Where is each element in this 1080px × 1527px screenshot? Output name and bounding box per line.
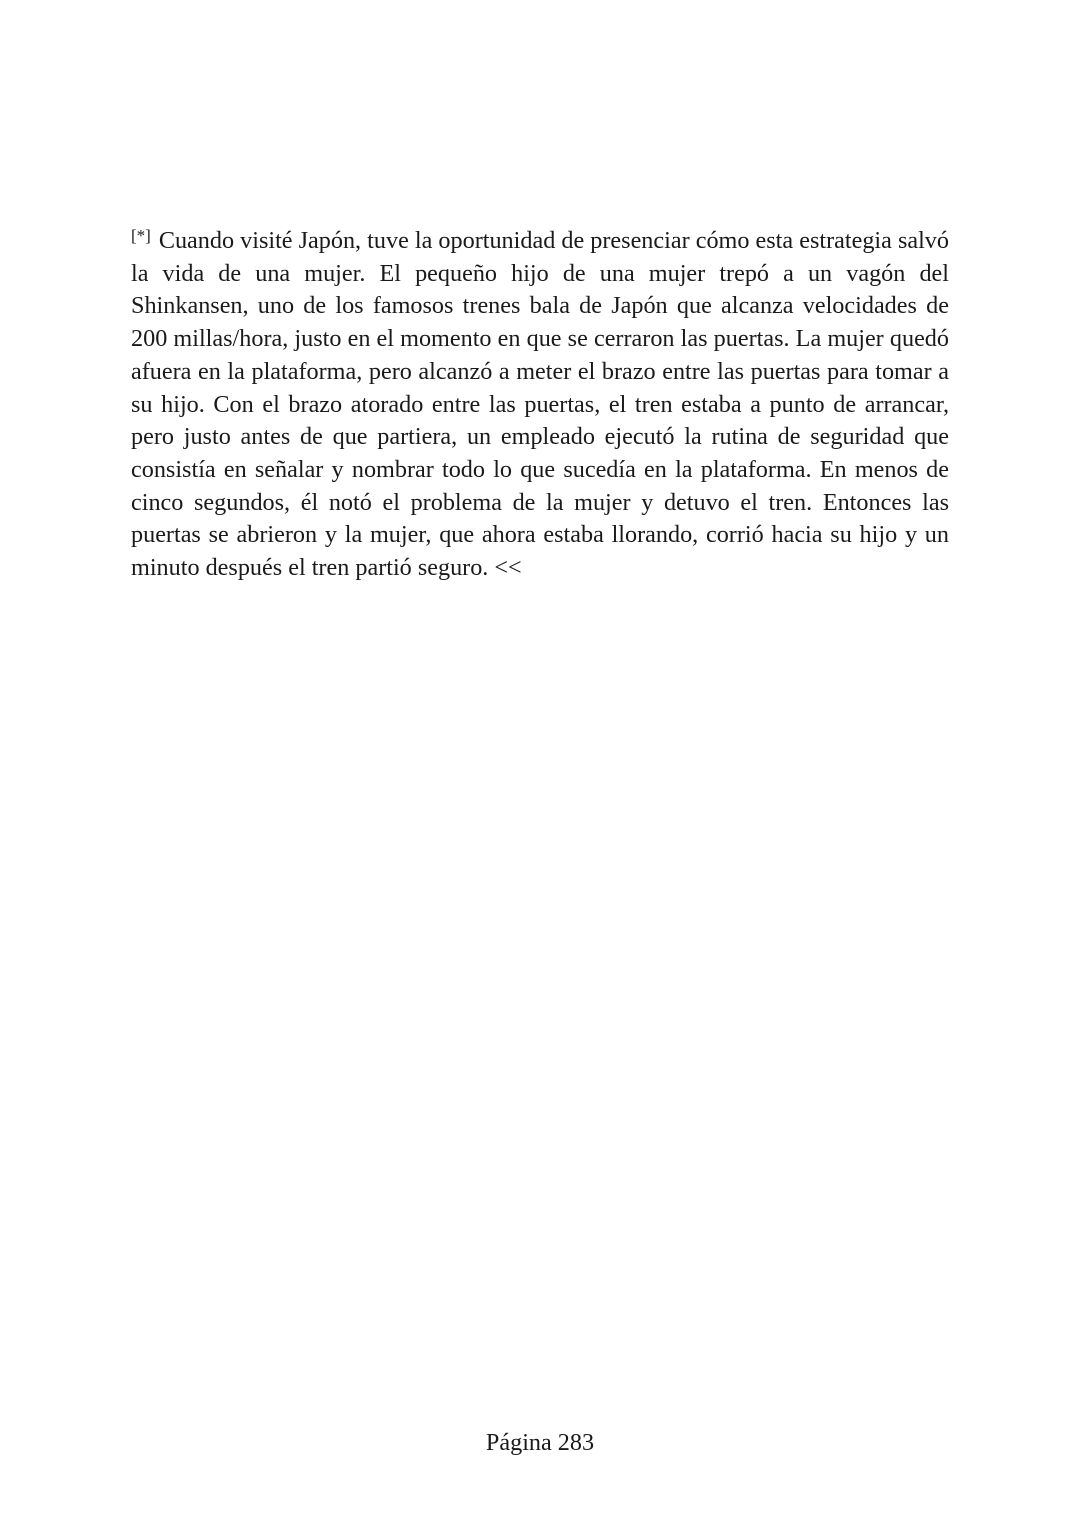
footnote-text: Cuando visité Japón, tuve la oportunidad de presenciar cómo esta estrategia salvó la vida de una mujer. El pequeño hijo de una mujer trepó a un vagón del Shinkansen, uno de los famosos trenes bala de Japón que alcanza velocidades de 200 millas/hora, justo en el momento en que se cerraron las puertas. La mujer quedó afuera en la plataforma, pero alcanzó a meter el brazo entre las puertas para tomar a su hijo. Con el brazo atorado entre las puertas, el tren estaba a punto de arrancar, pero justo antes de que partiera, un empleado ejecutó la rutina de seguridad que consistía en señalar y nombrar todo lo que sucedía en la plataforma. En menos de cinco segundos, él notó el problema de la mujer y detuvo el tren. Entonces las puertas se abrieron y la mujer, que ahora estaba llorando, corrió hacia su hijo y un minuto después el tren partió seguro.	[131, 227, 949, 582]
footnote-paragraph	[131, 225, 949, 585]
footnote-marker[interactable]: [*]	[131, 226, 151, 245]
page-number: Página 283	[485, 1429, 595, 1456]
footnote-back-link[interactable]: <<	[494, 554, 522, 582]
